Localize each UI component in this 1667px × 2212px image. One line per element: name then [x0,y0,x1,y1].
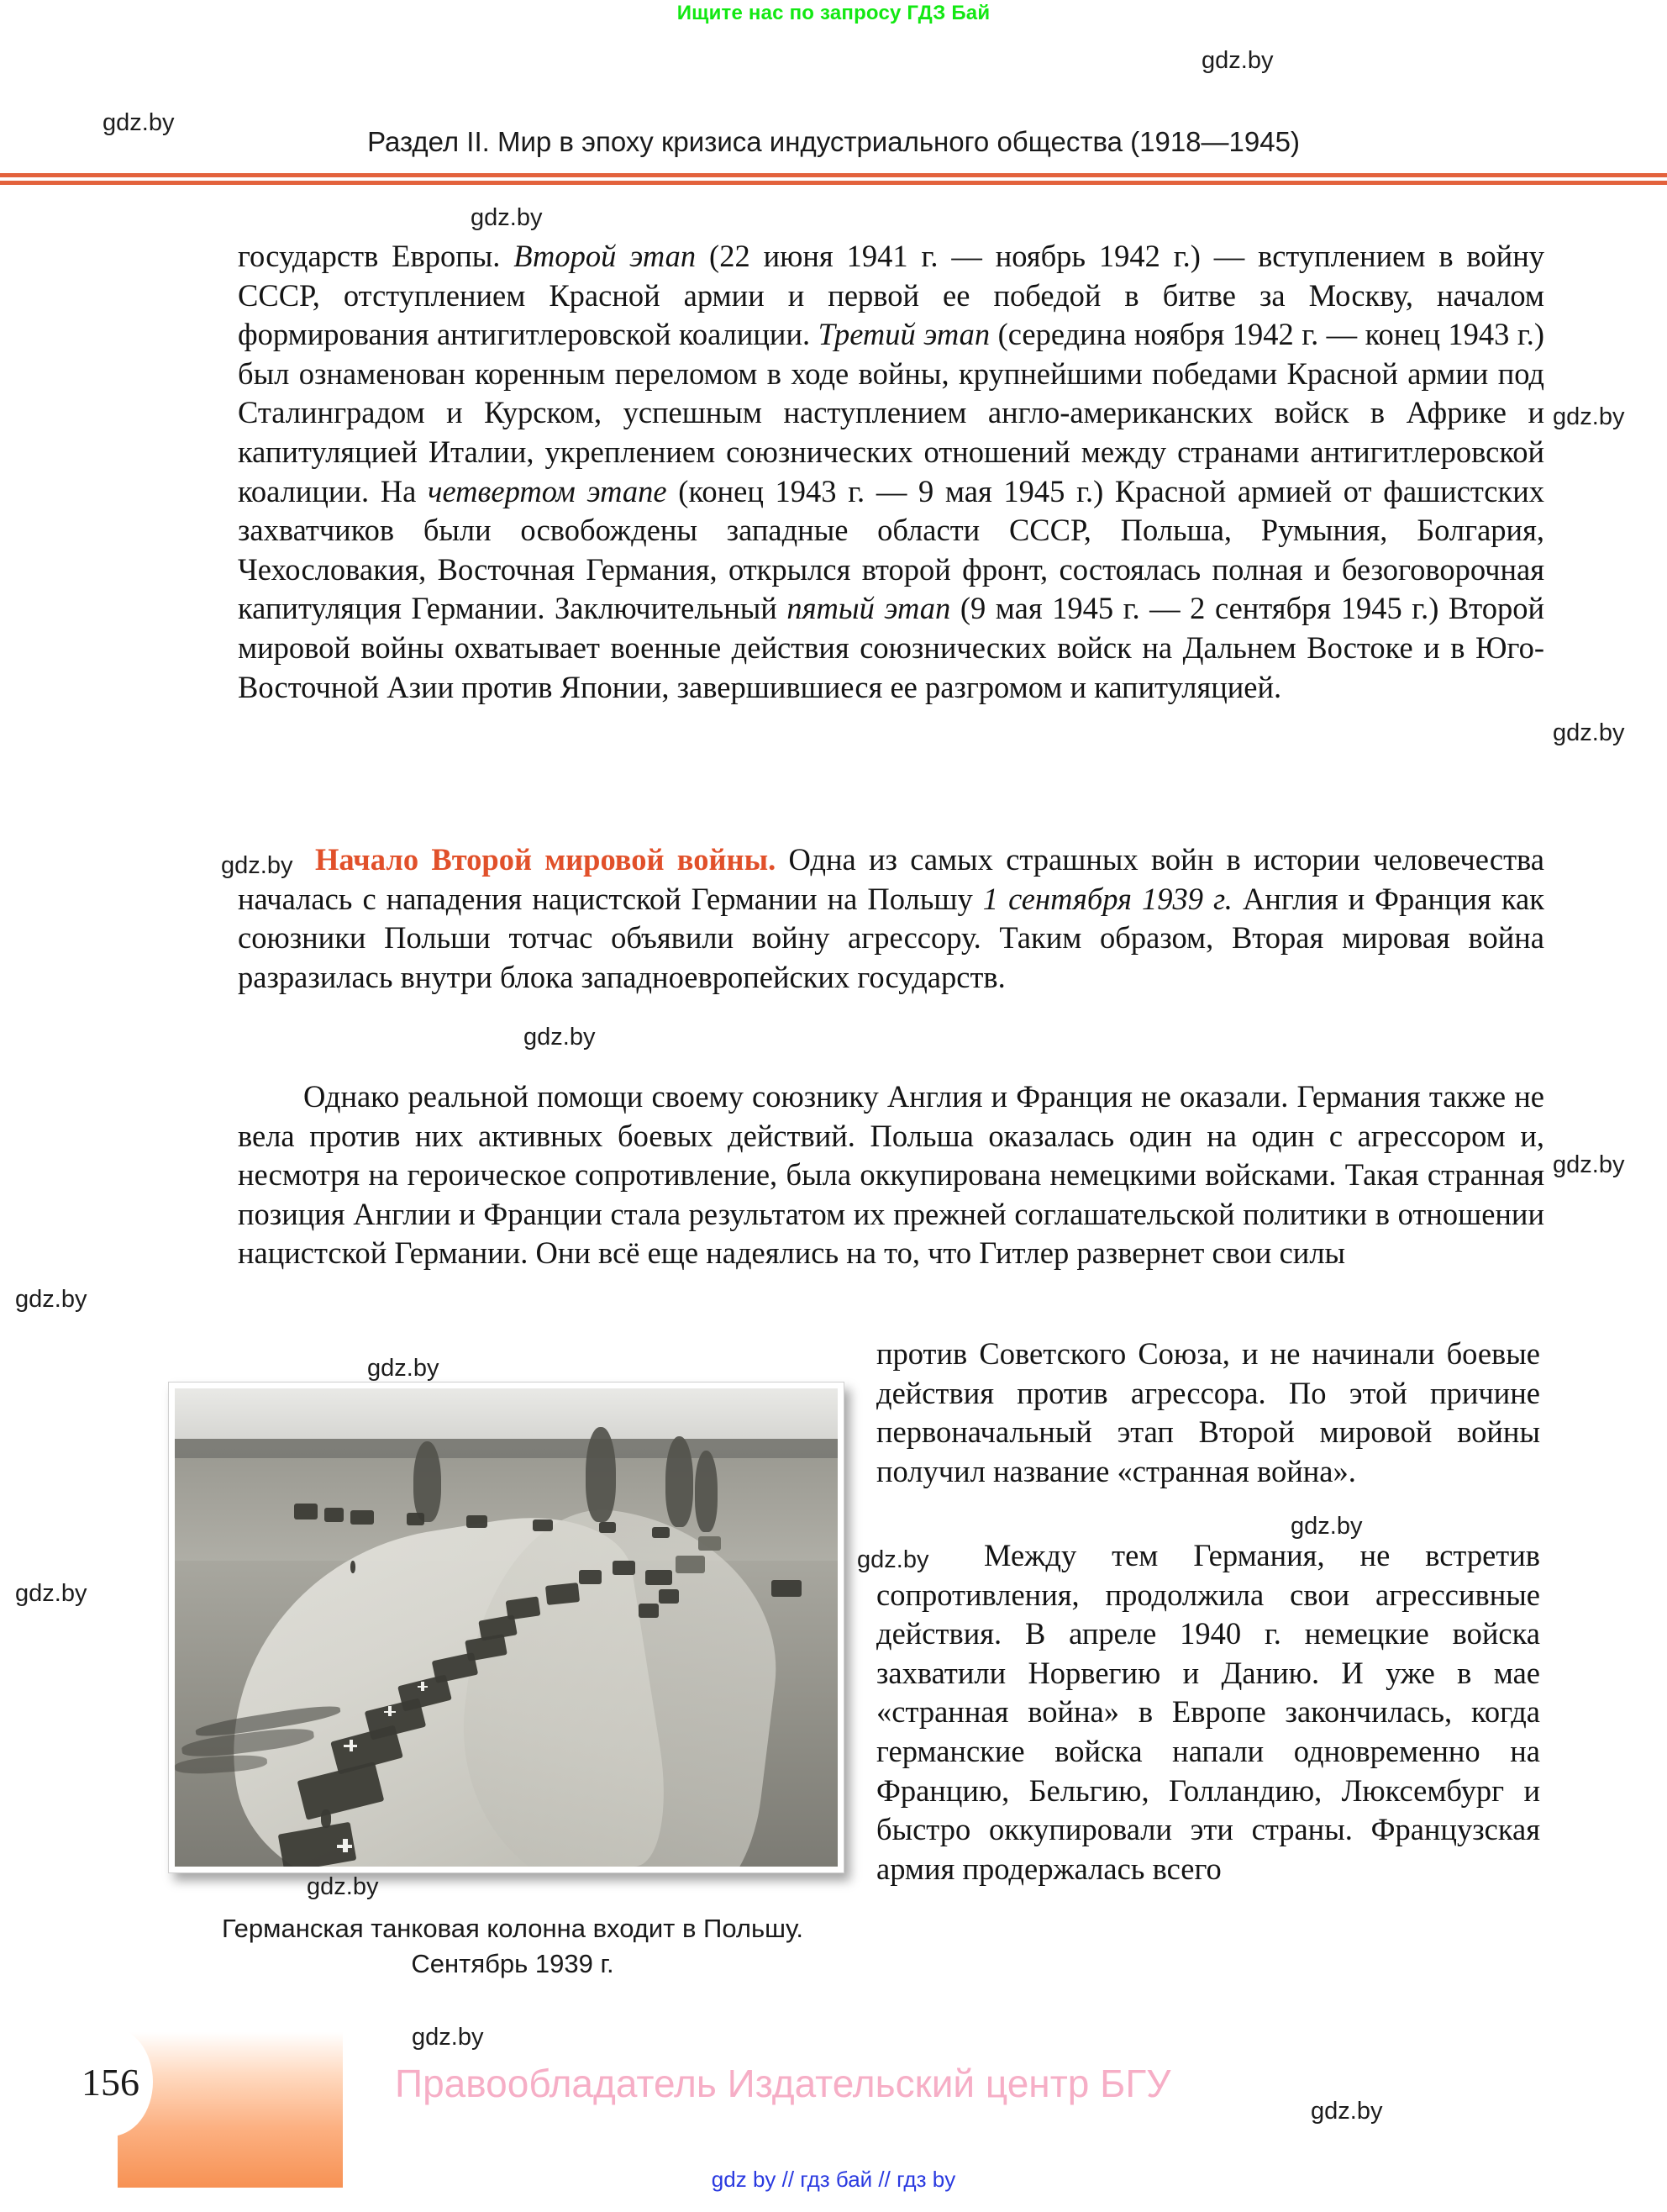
section-lead-label: Начало Второй мировой войны. [315,842,776,877]
watermark-gdz: gdz.by [1202,47,1274,74]
photo-vehicle [652,1527,670,1538]
watermark-gdz: gdz.by [367,1355,439,1382]
photo-vehicle [579,1570,602,1584]
watermark-gdz: gdz.by [1311,2098,1383,2125]
watermark-gdz: gdz.by [471,204,543,231]
photo-vehicle [324,1508,344,1522]
p1-part-b: (22 июня 1941 г. — ноябрь 1942 г.) — вступлением в войну СССР, отступлением Красной армии и первой ее победой в битве за Москву, началом формирования антигитлеровской коалиции. [238,239,1544,352]
photo-vehicle [639,1604,659,1618]
p2-part-a: Одна из самых страшных войн в истории человечества началась с нападения нацистской Германии на Польшу [238,842,1545,916]
watermark-gdz: gdz.by [307,1873,379,1900]
promo-banner: Ищите нас по запросу ГДЗ Бай [676,2,991,24]
header-rule-line-bottom [0,181,1667,185]
photo-figure [321,1809,332,1829]
caption-line-2: Сентябрь 1939 г. [411,1949,614,1978]
page-number: 156 [68,2027,153,2136]
p1-part-d: (конец 1943 г. — 9 мая 1945 г.) Красной армией от фашистских захватчиков были освобождены западные области СССР, Польша, Румыния, Болгария, Чехословакия, Восточная Германия, открылся второй фронт, состоялась полная и безоговорочная капитуляция Германии. Заключительный [238,473,1545,626]
photo-tree [586,1427,616,1523]
bottom-links[interactable]: gdz by // гдз бай // гдз by [711,2167,956,2192]
running-head: Раздел II. Мир в эпоху кризиса индустриального общества (1918—1945) [367,126,1300,157]
photo-truck [645,1570,672,1585]
paragraph-text: Однако реальной помощи своему союзнику Англия и Франция не оказали. Германия также не вела против них активных боевых действий. Польша оказалась один на один с агрессором и, несмотря на героическое сопротивление, была оккупирована немецкими войсками. Такая странная позиция Англии и Франции стала результатом их прежней соглашательской политики в отношении нацистской Германии. Они всё еще надеялись на то, что Гитлер развернет свои силы [238,1079,1544,1271]
paragraph-strange-war [876,1335,1540,1491]
watermark-gdz: gdz.by [523,1024,596,1051]
photo-cross-mark [343,1839,348,1852]
caption-line-1: Германская танковая колонна входит в Польшу. [221,1914,804,1943]
paragraph-text: против Советского Союза, и не начинали боевые действия против агрессора. По этой причине первоначальный этап Второй мировой войны получил название «странная война». [876,1336,1540,1488]
paragraph-text [238,840,1544,997]
photo-vehicle [407,1513,424,1525]
p1-part-c: (середина ноября 1942 г. — конец 1943 г.) был ознаменован коренным переломом в ходе войны, крупнейшими победами Красной армии под Сталинградом и Курском, успешным наступлением англо-американских войск в Африке и капитуляцией Италии, укреплением союзнических отношений между странами антигитлеровской коалиции. На [238,317,1545,508]
photo-vehicle [294,1504,318,1520]
paragraph-text: Между тем Германия, не встретив сопротивления, продолжила свои агрессивные действия. В апреле 1940 г. немецкие войска захватили Норвегию и Данию. И уже в мае «странная война» в Европе закончилась, когда германские войска напали одновременно на Францию, Бельгию, Голландию, Люксембург и быстро оккупировали эти страны. Французская армия продержалась всего [876,1538,1540,1886]
p1-part-a: государств Европы. [238,239,514,273]
photo-cross-mark [388,1706,392,1716]
watermark-gdz: gdz.by [1291,1513,1363,1540]
p2-part-b: Англия и Франция как союзники Польши тотчас объявили войну агрессору. Таким образом, Вторая мировая война разразилась внутри блока западноевропейских государств. [238,881,1544,994]
header-rule [0,173,1667,185]
p1-italic-3: четвертом этапе [428,473,667,508]
photo-vehicle [771,1580,802,1597]
p1-italic-2: Третий этап [818,317,991,352]
folio-background [118,2032,343,2188]
figure-photo [168,1382,844,1873]
header-rule-line-top [0,173,1667,177]
photo-vehicle [599,1522,617,1533]
photo-cross-mark [350,1740,354,1751]
photo-truck [698,1536,721,1551]
watermark-gdz: gdz.by [15,1580,87,1607]
photo-vehicle [533,1519,553,1531]
photo-truck [676,1556,706,1572]
watermark-gdz: gdz.by [15,1286,87,1313]
paragraph-start-of-war [238,840,1544,997]
figure-caption [126,1911,899,1982]
p1-part-e: (9 мая 1945 г. — 2 сентября 1945 г.) Второй мировой войны охватывает военные действия союзнических войск на Дальнем Востоке и в Юго-Восточной Азии против Японии, завершившиеся ее разгромом и капитуляцией. [238,591,1544,704]
photo-tree [695,1451,718,1532]
watermark-gdz: gdz.by [857,1546,929,1573]
photo-vehicle [659,1589,679,1604]
photo-vehicle [466,1515,487,1528]
watermark-gdz: gdz.by [1553,1151,1625,1178]
photo-cross-mark [421,1682,424,1691]
paragraph-text [238,237,1544,707]
watermark-gdz: gdz.by [1553,403,1625,430]
p1-italic-4: пятый этап [786,591,951,626]
paragraph-no-real-help [238,1077,1544,1273]
watermark-gdz: gdz.by [412,2024,484,2051]
p1-italic-1: Второй этап [513,239,697,273]
watermark-gdz: gdz.by [1553,719,1625,746]
photo-vehicle [350,1510,374,1525]
photo-vehicle [613,1561,635,1575]
photo-tree [665,1436,693,1527]
photo-tank [545,1583,581,1605]
watermark-gdz: gdz.by [221,852,293,879]
p2-italic-1: 1 сентября 1939 г. [982,881,1233,916]
paragraph-germany-continues [876,1536,1540,1888]
photo-tree [413,1441,441,1523]
copyright-watermark: Правообладатель Издательский центр БГУ [395,2062,1171,2105]
paragraph-stages [238,237,1544,707]
photo-tank-column [175,1388,838,1867]
watermark-gdz: gdz.by [103,109,175,136]
